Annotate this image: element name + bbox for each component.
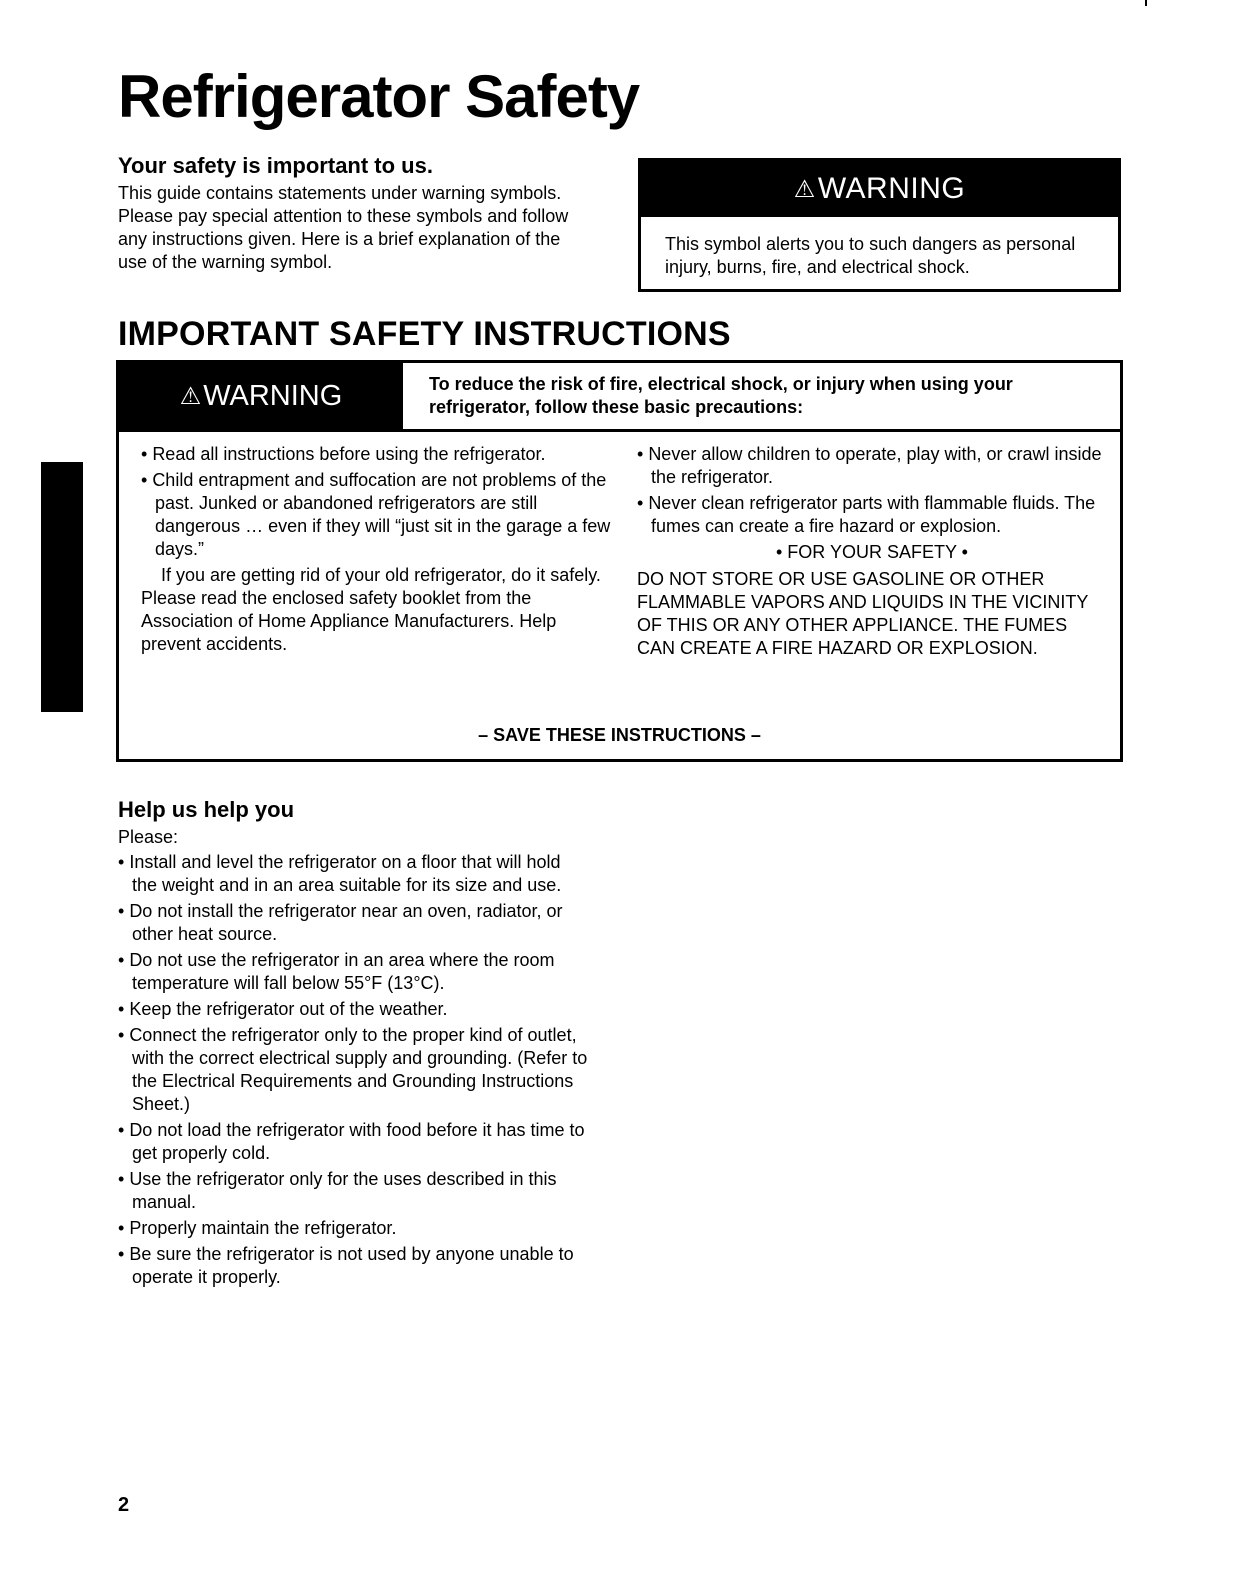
for-your-safety-label: • FOR YOUR SAFETY •	[776, 542, 968, 562]
list-item: • Never clean refrigerator parts with flammable fluids. The fumes can create a fire hazard or explosion.	[637, 492, 1107, 538]
intro-heading: Your safety is important to us.	[118, 153, 433, 178]
divider	[119, 429, 1120, 432]
corner-mark	[1145, 0, 1147, 6]
warning-triangle-icon: ⚠	[793, 175, 816, 203]
list-item: • Use the refrigerator only for the uses described in this manual.	[118, 1168, 588, 1214]
list-item: • Do not load the refrigerator with food before it has time to get properly cold.	[118, 1119, 588, 1165]
save-instructions: – SAVE THESE INSTRUCTIONS –	[478, 725, 761, 745]
instructions-right-column	[637, 443, 1107, 660]
list-item: • Do not use the refrigerator in an area where the room temperature will fall below 55°F (13°C).	[118, 949, 588, 995]
help-list	[118, 851, 588, 1292]
list-item: • Properly maintain the refrigerator.	[118, 1217, 588, 1240]
list-item: • Read all instructions before using the refrigerator.	[141, 443, 611, 466]
symbol-warning-label: WARNING	[817, 172, 966, 205]
help-heading: Help us help you	[118, 797, 295, 822]
symbol-warning-box	[638, 158, 1121, 292]
gasoline-warning: DO NOT STORE OR USE GASOLINE OR OTHER FLAMMABLE VAPORS AND LIQUIDS IN THE VICINITY OF THIS OR ANY OTHER APPLIANCE. THE FUMES CAN CREATE A FIRE HAZARD OR EXPLOSION.	[637, 569, 1089, 658]
warning-triangle-icon: ⚠	[179, 382, 202, 410]
instructions-left-column	[141, 443, 611, 656]
symbol-warning-header	[641, 161, 1118, 217]
list-item: • Child entrapment and suffocation are not problems of the past. Junked or abandoned refrigerators are still dangerous … even if they will “just sit in the garage a few days.”	[141, 469, 611, 561]
list-item: • Be sure the refrigerator is not used by anyone unable to operate it properly.	[118, 1243, 588, 1289]
list-item: • Connect the refrigerator only to the proper kind of outlet, with the correct electrical supply and grounding. (Refer to the Electrical Requirements and Grounding Instructions Sheet.)	[118, 1024, 588, 1116]
instructions-warning-label: WARNING	[203, 379, 343, 412]
instructions-heading: IMPORTANT SAFETY INSTRUCTIONS	[118, 315, 731, 353]
list-item: • Do not install the refrigerator near an oven, radiator, or other heat source.	[118, 900, 588, 946]
symbol-warning-text: This symbol alerts you to such dangers as personal injury, burns, fire, and electrical shock.	[665, 234, 1076, 277]
disposal-paragraph: If you are getting rid of your old refrigerator, do it safely. Please read the enclosed safety booklet from the Association of Home Appliance Manufacturers. Help prevent accidents.	[141, 565, 601, 654]
side-tab-marker	[41, 462, 83, 712]
list-item: • Keep the refrigerator out of the weather.	[118, 998, 588, 1021]
instructions-box	[116, 360, 1123, 762]
help-please: Please:	[118, 827, 179, 847]
intro-body: This guide contains statements under warning symbols. Please pay special attention to these symbols and follow any instructions given. Here is a brief explanation of the use of the warning symbol.	[118, 183, 569, 272]
precaution-text: To reduce the risk of fire, electrical shock, or injury when using your refrigerator, follow these basic precautions:	[429, 374, 1013, 417]
list-item: • Install and level the refrigerator on a floor that will hold the weight and in an area suitable for its size and use.	[118, 851, 588, 897]
instructions-warning-header	[119, 363, 403, 429]
page-title: Refrigerator Safety	[118, 63, 640, 130]
list-item: • Never allow children to operate, play with, or crawl inside the refrigerator.	[637, 443, 1107, 489]
page-number: 2	[118, 1494, 130, 1516]
